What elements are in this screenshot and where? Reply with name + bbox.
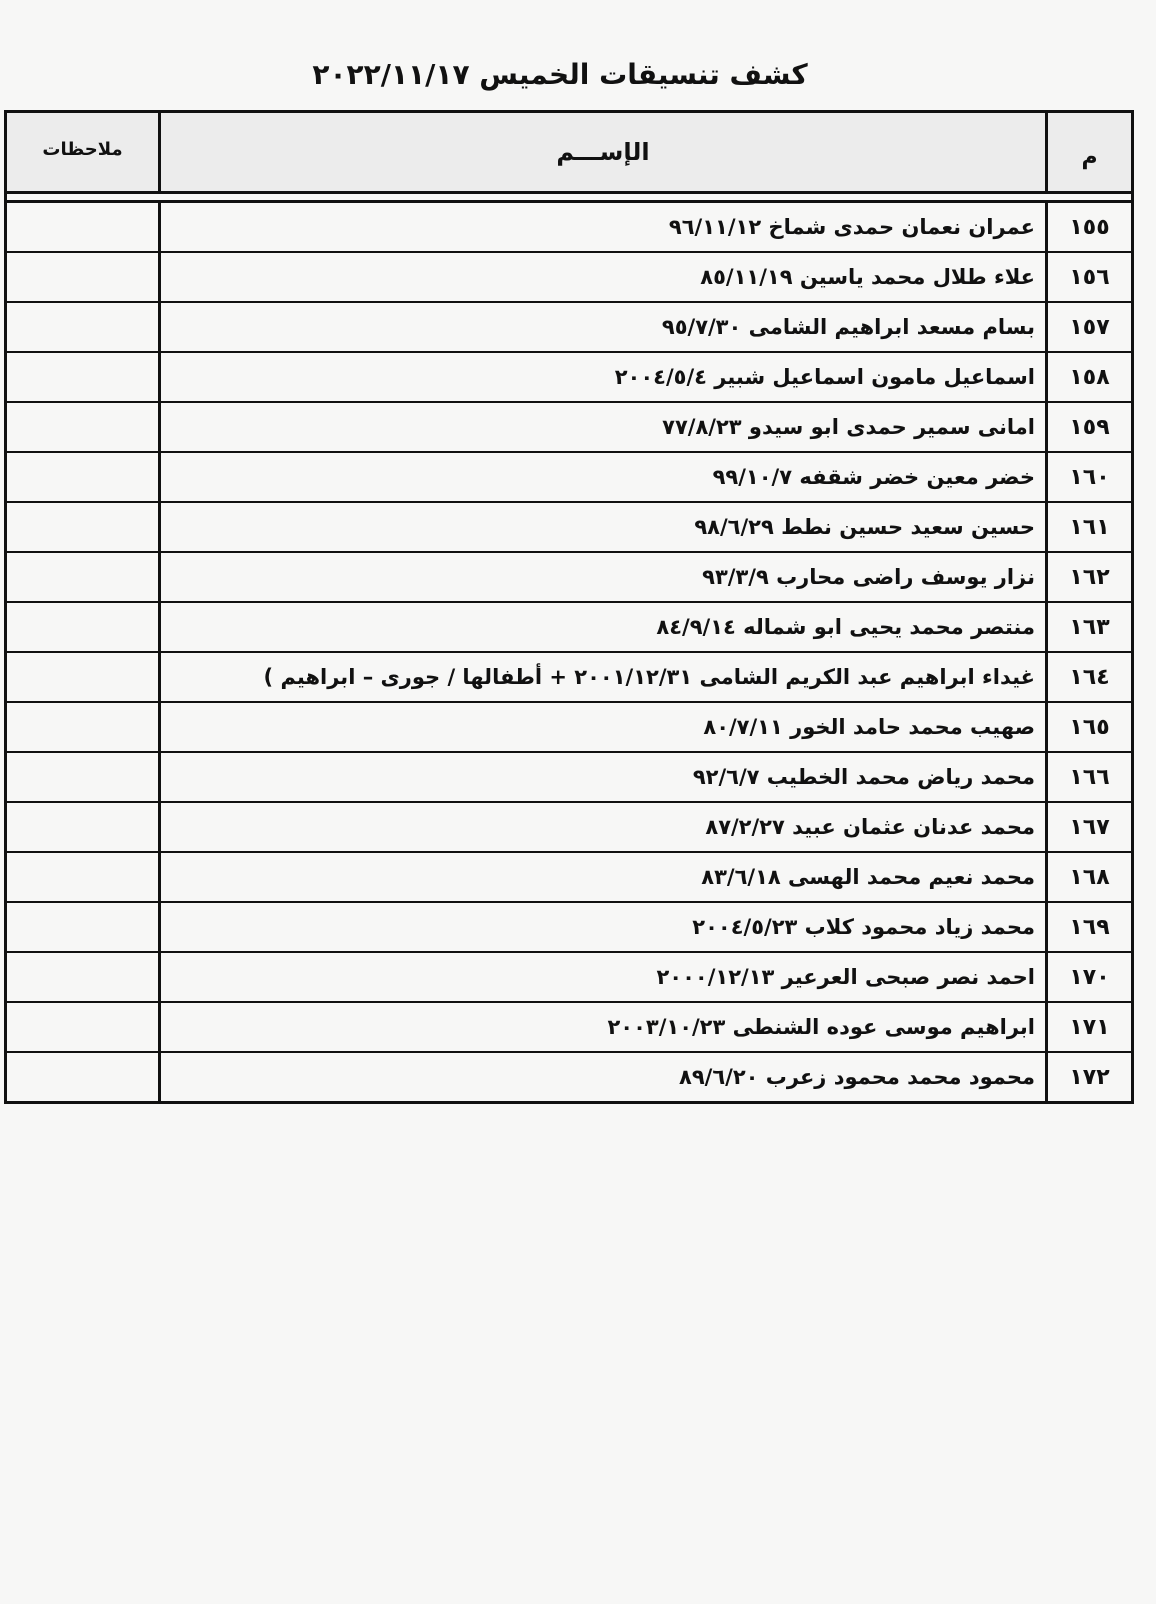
row-number: ١٥٦ (1045, 253, 1131, 301)
row-name: محمد زياد محمود كلاب ٢٠٠٤/٥/٢٣ (158, 903, 1045, 951)
row-name: بسام مسعد ابراهيم الشامى ٩٥/٧/٣٠ (158, 303, 1045, 351)
table-row (7, 203, 1131, 251)
row-notes (7, 253, 158, 301)
row-name: علاء طلال محمد ياسين ٨٥/١١/١٩ (158, 253, 1045, 301)
row-notes (7, 1053, 158, 1101)
table-row (7, 501, 1131, 551)
sheet-title: كشف تنسيقات الخميس ٢٠٢٢/١١/١٧ (312, 58, 808, 91)
table-row (7, 951, 1131, 1001)
table-row (7, 451, 1131, 501)
row-number: ١٦٦ (1045, 753, 1131, 801)
row-notes (7, 453, 158, 501)
row-name: محمد رياض محمد الخطيب ٩٢/٦/٧ (158, 753, 1045, 801)
row-name: عمران نعمان حمدى شماخ ٩٦/١١/١٢ (158, 203, 1045, 251)
roster-table (4, 110, 1134, 1104)
row-number: ١٦٩ (1045, 903, 1131, 951)
row-name: نزار يوسف راضى محارب ٩٣/٣/٩ (158, 553, 1045, 601)
table-row (7, 1051, 1131, 1101)
row-name: امانى سمير حمدى ابو سيدو ٧٧/٨/٢٣ (158, 403, 1045, 451)
row-name: احمد نصر صبحى العرعير ٢٠٠٠/١٢/١٣ (158, 953, 1045, 1001)
row-notes (7, 303, 158, 351)
row-notes (7, 903, 158, 951)
row-number: ١٥٩ (1045, 403, 1131, 451)
table-row (7, 601, 1131, 651)
row-number: ١٦٨ (1045, 853, 1131, 901)
row-notes (7, 203, 158, 251)
row-number: ١٦٠ (1045, 453, 1131, 501)
row-number: ١٧٠ (1045, 953, 1131, 1001)
table-row (7, 301, 1131, 351)
table-row (7, 851, 1131, 901)
row-notes (7, 703, 158, 751)
header-notes: ملاحظات (42, 139, 123, 160)
row-notes (7, 1003, 158, 1051)
row-number: ١٧٢ (1045, 1053, 1131, 1101)
row-name: اسماعيل مامون اسماعيل شبير ٢٠٠٤/٥/٤ (158, 353, 1045, 401)
table-row (7, 401, 1131, 451)
row-name: حسين سعيد حسين نطط ٩٨/٦/٢٩ (158, 503, 1045, 551)
row-name: خضر معين خضر شقفه ٩٩/١٠/٧ (158, 453, 1045, 501)
table-row (7, 251, 1131, 301)
row-number: ١٦٧ (1045, 803, 1131, 851)
row-number: ١٥٨ (1045, 353, 1131, 401)
table-row (7, 801, 1131, 851)
row-name: محمد نعيم محمد الهسى ٨٣/٦/١٨ (158, 853, 1045, 901)
row-notes (7, 553, 158, 601)
row-notes (7, 753, 158, 801)
row-number: ١٥٧ (1045, 303, 1131, 351)
header-name-label: الإســـم (556, 138, 650, 166)
row-number: ١٦٢ (1045, 553, 1131, 601)
table-row (7, 351, 1131, 401)
table-body (7, 200, 1131, 1101)
table-row (7, 901, 1131, 951)
table-row (7, 651, 1131, 701)
row-name: محمود محمد محمود زعرب ٨٩/٦/٢٠ (158, 1053, 1045, 1101)
row-name: محمد عدنان عثمان عبيد ٨٧/٢/٢٧ (158, 803, 1045, 851)
table-row (7, 551, 1131, 601)
row-number: ١٦٥ (1045, 703, 1131, 751)
header-number: م (1045, 113, 1131, 191)
row-notes (7, 603, 158, 651)
table-row (7, 701, 1131, 751)
table-header-row (7, 113, 1131, 194)
row-name: ابراهيم موسى عوده الشنطى ٢٠٠٣/١٠/٢٣ (158, 1003, 1045, 1051)
row-number: ١٧١ (1045, 1003, 1131, 1051)
row-number: ١٥٥ (1045, 203, 1131, 251)
row-name: منتصر محمد يحيى ابو شماله ٨٤/٩/١٤ (158, 603, 1045, 651)
row-number: ١٦٣ (1045, 603, 1131, 651)
header-name (158, 113, 1045, 191)
row-notes (7, 853, 158, 901)
table-row (7, 1001, 1131, 1051)
table-row (7, 751, 1131, 801)
row-notes (7, 353, 158, 401)
row-notes (7, 953, 158, 1001)
row-notes (7, 403, 158, 451)
row-notes (7, 803, 158, 851)
row-name: صهيب محمد حامد الخور ٨٠/٧/١١ (158, 703, 1045, 751)
row-notes (7, 503, 158, 551)
row-name: غيداء ابراهيم عبد الكريم الشامى ٢٠٠١/١٢/٣١ + أطفالها / جورى – ابراهيم ) (158, 653, 1045, 701)
row-number: ١٦٤ (1045, 653, 1131, 701)
row-number: ١٦١ (1045, 503, 1131, 551)
row-notes (7, 653, 158, 701)
